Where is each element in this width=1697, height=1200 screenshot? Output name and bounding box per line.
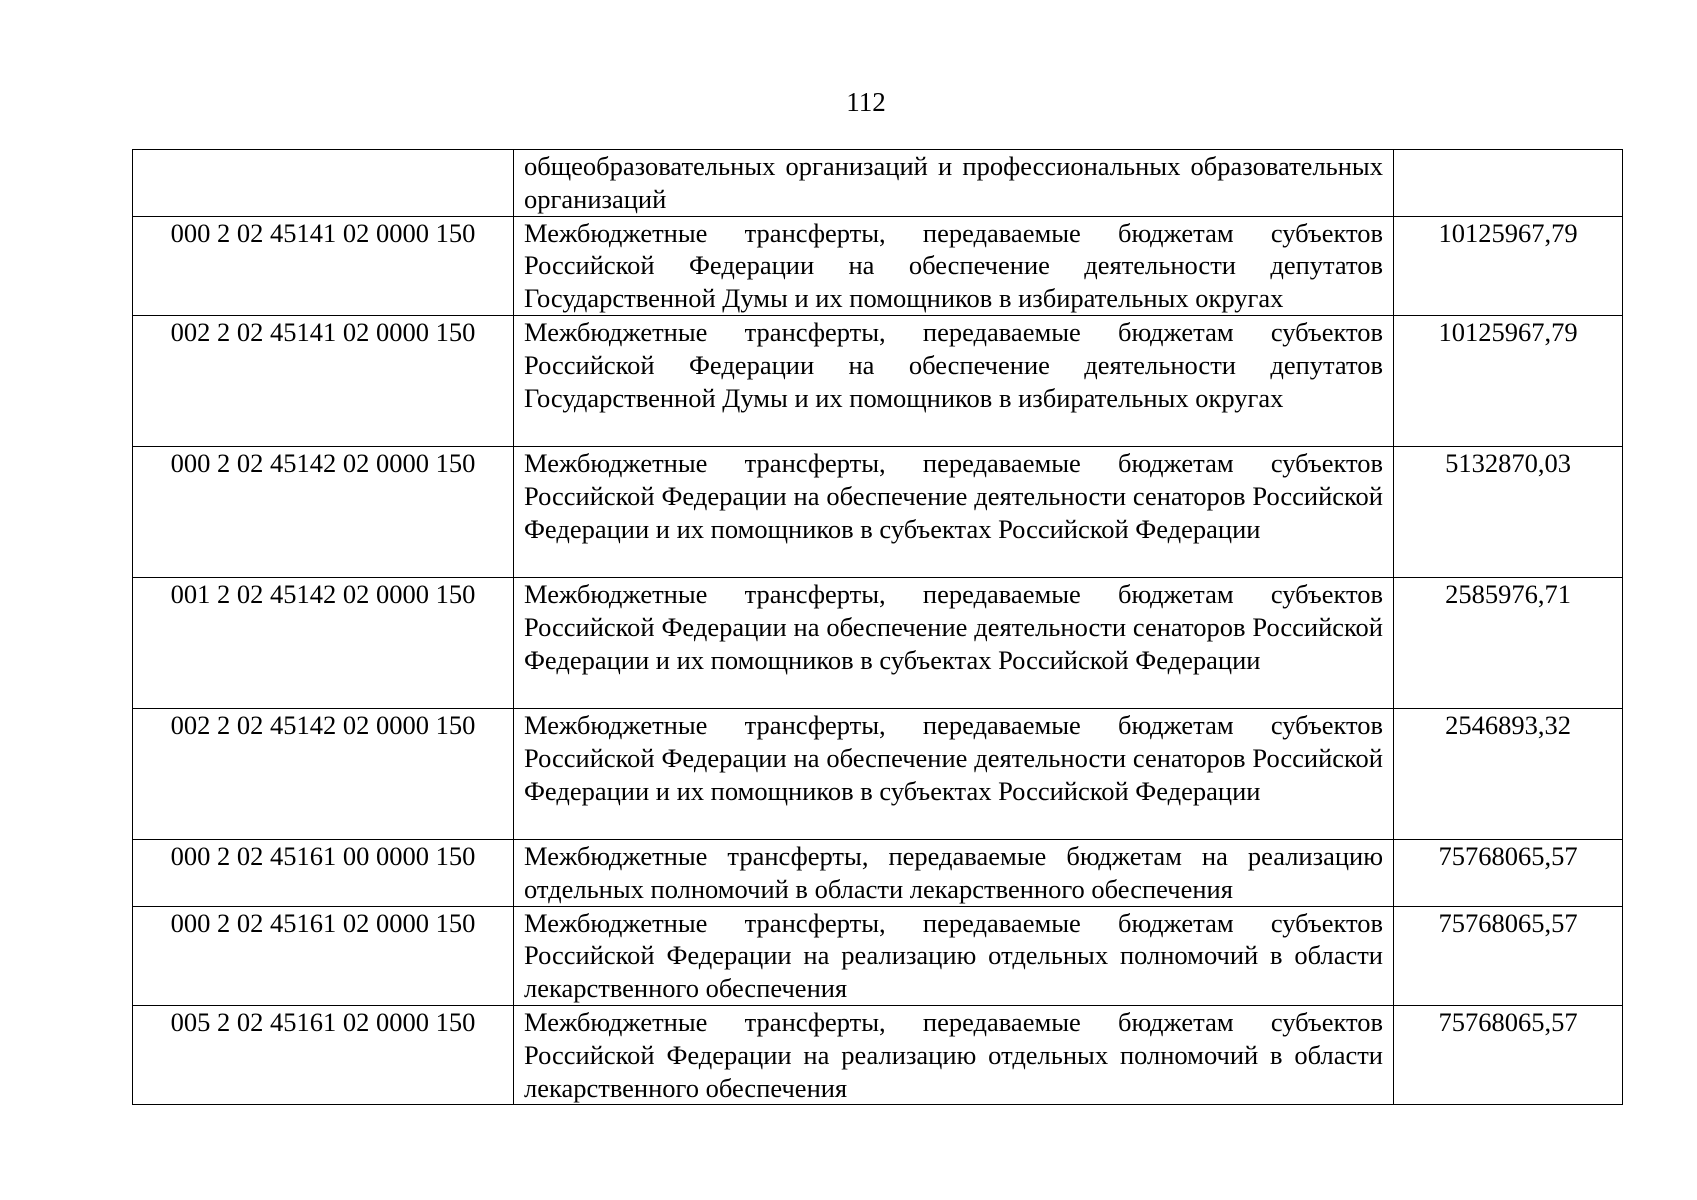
description-cell: Межбюджетные трансферты, передаваемые бюджетам субъектов Российской Федерации на обеспечение деятельности сенаторов Российской Федерации и их помощников в субъектах Российской Федерации <box>514 577 1394 708</box>
amount-cell: 10125967,79 <box>1394 216 1623 315</box>
budget-code-cell: 000 2 02 45161 02 0000 150 <box>133 906 514 1005</box>
budget-code-cell: 000 2 02 45141 02 0000 150 <box>133 216 514 315</box>
amount-cell <box>1394 150 1623 217</box>
budget-code-cell: 002 2 02 45142 02 0000 150 <box>133 708 514 839</box>
table-row <box>133 315 1623 446</box>
description-cell: Межбюджетные трансферты, передаваемые бюджетам субъектов Российской Федерации на реализацию отдельных полномочий в области лекарственного обеспечения <box>514 906 1394 1005</box>
table-row <box>133 446 1623 577</box>
table-row <box>133 1005 1623 1104</box>
budget-code-cell: 002 2 02 45141 02 0000 150 <box>133 315 514 446</box>
table-row <box>133 906 1623 1005</box>
description-cell: общеобразовательных организаций и профессиональных образовательных организаций <box>514 150 1394 217</box>
amount-cell: 75768065,57 <box>1394 839 1623 906</box>
page-number: 112 <box>846 87 886 117</box>
description-cell: Межбюджетные трансферты, передаваемые бюджетам субъектов Российской Федерации на обеспечение деятельности сенаторов Российской Федерации и их помощников в субъектах Российской Федерации <box>514 446 1394 577</box>
budget-code-cell: 001 2 02 45142 02 0000 150 <box>133 577 514 708</box>
description-cell: Межбюджетные трансферты, передаваемые бюджетам субъектов Российской Федерации на обеспечение деятельности депутатов Государственной Думы и их помощников в избирательных округах <box>514 315 1394 446</box>
budget-table <box>132 149 1623 1105</box>
budget-code-cell: 000 2 02 45142 02 0000 150 <box>133 446 514 577</box>
description-cell: Межбюджетные трансферты, передаваемые бюджетам субъектов Российской Федерации на обеспечение деятельности депутатов Государственной Думы и их помощников в избирательных округах <box>514 216 1394 315</box>
amount-cell: 5132870,03 <box>1394 446 1623 577</box>
amount-cell: 10125967,79 <box>1394 315 1623 446</box>
table-row <box>133 577 1623 708</box>
budget-code-cell: 005 2 02 45161 02 0000 150 <box>133 1005 514 1104</box>
amount-cell: 2585976,71 <box>1394 577 1623 708</box>
amount-cell: 75768065,57 <box>1394 906 1623 1005</box>
budget-code-cell: 000 2 02 45161 00 0000 150 <box>133 839 514 906</box>
table-row <box>133 150 1623 217</box>
table-row <box>133 216 1623 315</box>
budget-code-cell <box>133 150 514 217</box>
table-row <box>133 839 1623 906</box>
description-cell: Межбюджетные трансферты, передаваемые бюджетам субъектов Российской Федерации на обеспечение деятельности сенаторов Российской Федерации и их помощников в субъектах Российской Федерации <box>514 708 1394 839</box>
description-cell: Межбюджетные трансферты, передаваемые бюджетам субъектов Российской Федерации на реализацию отдельных полномочий в области лекарственного обеспечения <box>514 1005 1394 1104</box>
amount-cell: 75768065,57 <box>1394 1005 1623 1104</box>
description-cell: Межбюджетные трансферты, передаваемые бюджетам на реализацию отдельных полномочий в области лекарственного обеспечения <box>514 839 1394 906</box>
table-row <box>133 708 1623 839</box>
amount-cell: 2546893,32 <box>1394 708 1623 839</box>
